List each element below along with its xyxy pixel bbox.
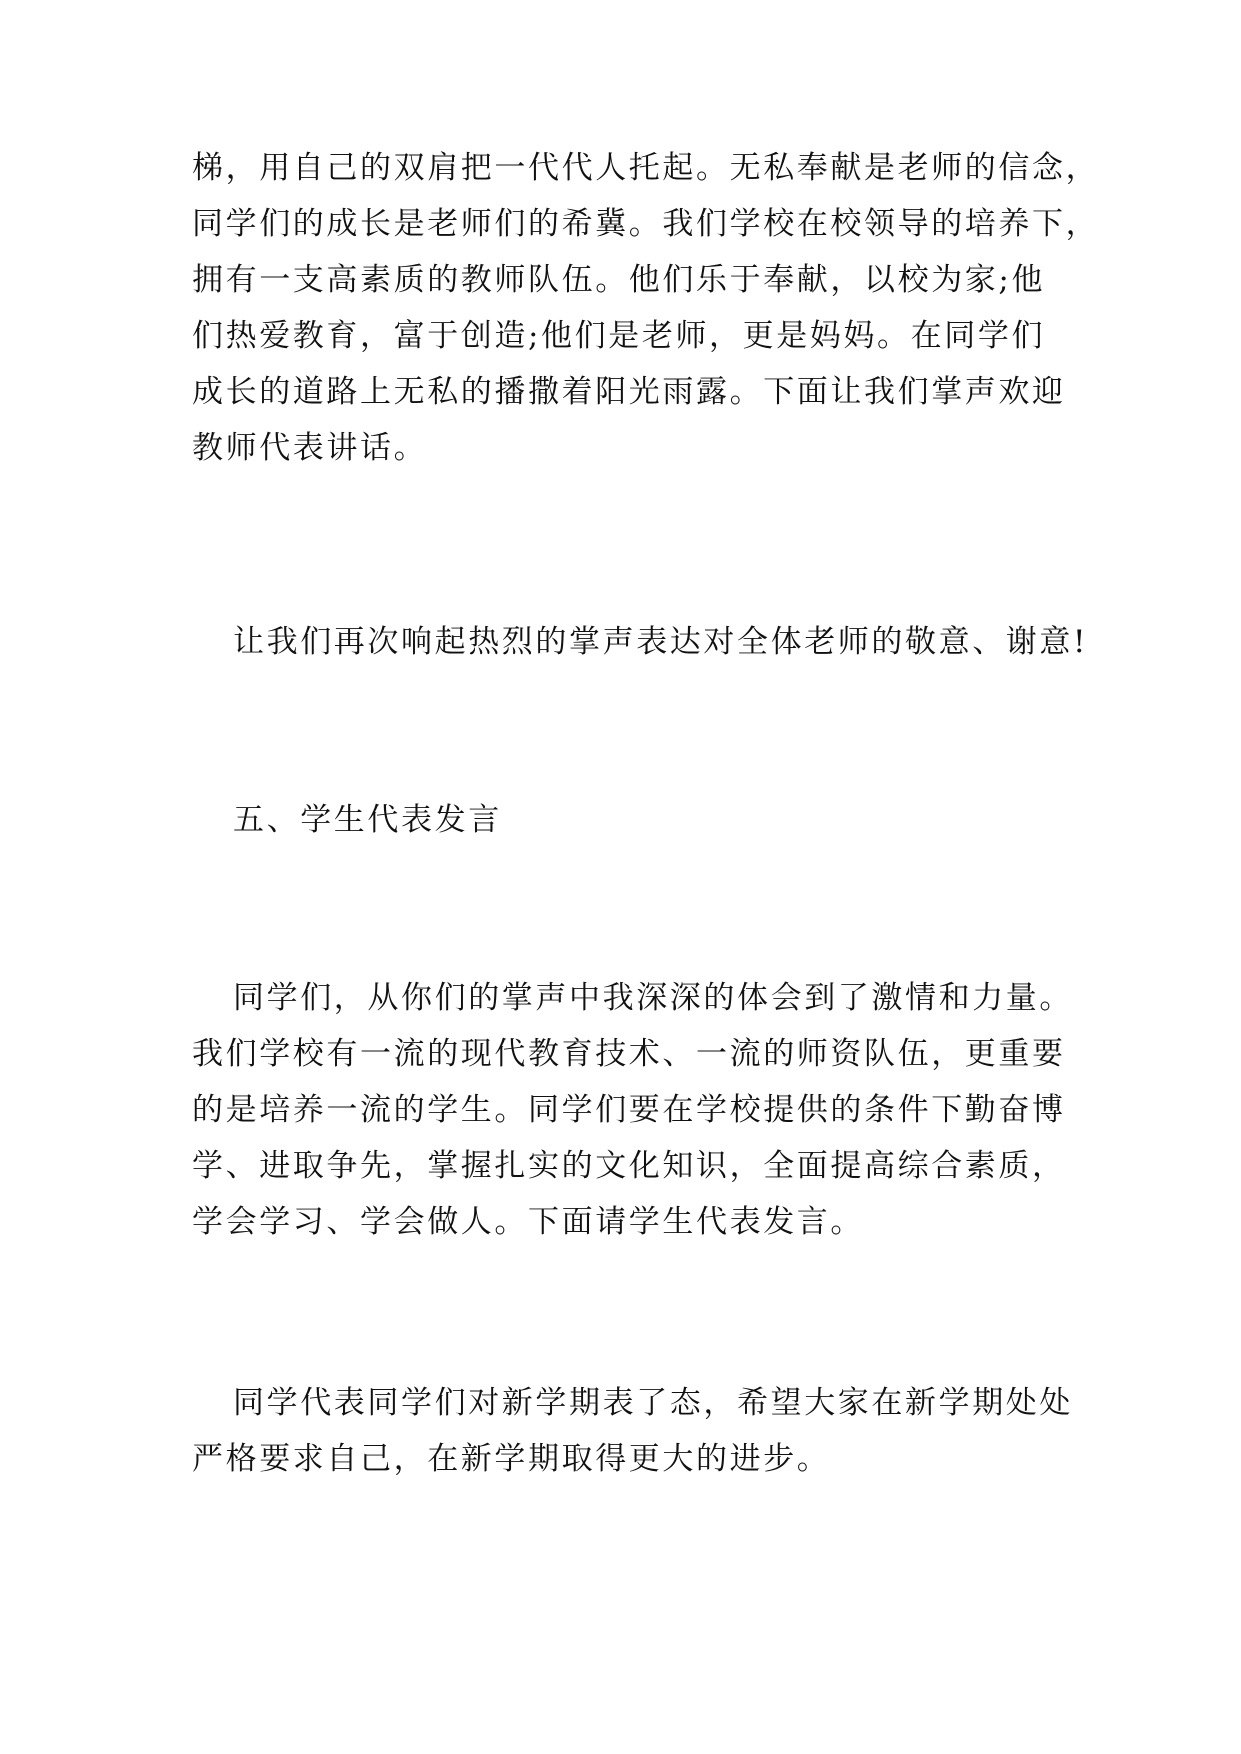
paragraph-line: 教师代表讲话。: [192, 430, 428, 466]
paragraph-line: 同学们，从你们的掌声中我深深的体会到了激情和力量。: [233, 980, 1073, 1016]
paragraph-line: 学、进取争先，掌握扎实的文化知识，全面提高综合素质，: [192, 1148, 1066, 1184]
paragraph-line: 梯，用自己的双肩把一代代人托起。无私奉献是老师的信念，: [192, 150, 1100, 186]
paragraph-line: 拥有一支高素质的教师队伍。他们乐于奉献，以校为家;他: [192, 262, 1046, 298]
paragraph-line: 学会学习、学会做人。下面请学生代表发言。: [192, 1204, 864, 1240]
paragraph-line: 同学代表同学们对新学期表了态，希望大家在新学期处处: [233, 1385, 1073, 1421]
paragraph-line: 严格要求自己，在新学期取得更大的进步。: [192, 1441, 831, 1477]
paragraph-line: 的是培养一流的学生。同学们要在学校提供的条件下勤奋博: [192, 1092, 1066, 1128]
paragraph-line: 我们学校有一流的现代教育技术、一流的师资队伍，更重要: [192, 1036, 1066, 1072]
paragraph-line: 同学们的成长是老师们的希冀。我们学校在校领导的培养下，: [192, 206, 1100, 242]
paragraph-line: 们热爱教育，富于创造;他们是老师，更是妈妈。在同学们: [192, 318, 1046, 354]
paragraph-line: 成长的道路上无私的播撒着阳光雨露。下面让我们掌声欢迎: [192, 374, 1066, 410]
paragraph-line: 让我们再次响起热烈的掌声表达对全体老师的敬意、谢意!: [233, 624, 1089, 660]
section-heading: 五、学生代表发言: [233, 802, 502, 838]
